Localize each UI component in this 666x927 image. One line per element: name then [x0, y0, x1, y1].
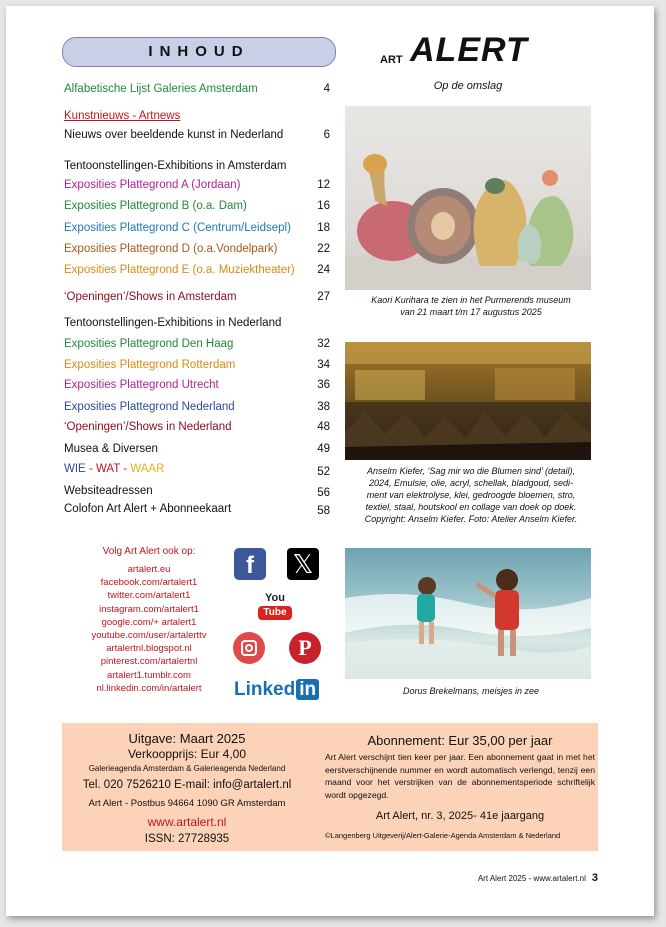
toc-page: 48: [317, 421, 330, 433]
verkoopprijs: Verkoopprijs: Eur 4,00: [127, 747, 247, 761]
toc-page: 22: [317, 243, 330, 255]
toc-page: 32: [317, 338, 330, 350]
toc-entry-rotterdam[interactable]: Exposities Plattegrond Rotterdam: [64, 359, 236, 371]
toc-page: 16: [317, 200, 330, 212]
colophon-box: [62, 723, 598, 851]
toc-entry-nieuws[interactable]: Nieuws over beeldende kunst in Nederland: [64, 129, 284, 141]
caption-line: ment van elektrolyse, klei, gedroogde bloemen, stro,: [366, 490, 576, 500]
toc-page: 58: [317, 505, 330, 517]
youtube-you: You: [265, 592, 285, 604]
caption-kiefer: [346, 465, 596, 525]
toc-page: 56: [317, 487, 330, 499]
linkedin-in: in: [296, 679, 319, 700]
toc-entry-plattegrond-d[interactable]: Exposities Plattegrond D (o.a.Vondelpark): [64, 243, 278, 255]
toc-entry-plattegrond-c[interactable]: Exposities Plattegrond C (Centrum/Leidsepl): [64, 222, 291, 234]
follow-link[interactable]: artalert1.tumblr.com: [107, 669, 191, 681]
toc-entry-colofon[interactable]: Colofon Art Alert + Abonneekaart: [64, 503, 232, 515]
caption-sculptures: [346, 294, 596, 318]
toc-page: 4: [323, 83, 330, 95]
toc-entry-wie-wat-waar[interactable]: [64, 462, 344, 477]
issue-number: Art Alert, nr. 3, 2025- 41e jaargang: [375, 810, 545, 822]
page-number: 3: [591, 872, 598, 884]
instagram-icon[interactable]: [233, 632, 265, 664]
cover-label: Op de omslag: [433, 80, 503, 92]
photo-kiefer-painting: [345, 342, 591, 460]
follow-link[interactable]: pinterest.com/artalertnl: [100, 656, 198, 668]
caption-line: van 21 maart t/m 17 augustus 2025: [400, 307, 542, 317]
follow-title: Volg Art Alert ook op:: [102, 546, 196, 557]
waar-label: WAAR: [130, 463, 165, 475]
follow-link[interactable]: artalertnl.blogspot.nl: [106, 643, 192, 655]
postal-address: Art Alert - Postbus 94664 1090 GR Amsterdam: [88, 798, 286, 809]
follow-link[interactable]: twitter.com/artalert1: [107, 590, 191, 602]
toc-entry-kunstnieuws[interactable]: Kunstnieuws - Artnews: [64, 110, 181, 122]
facebook-icon[interactable]: f: [234, 548, 266, 580]
follow-link[interactable]: artalert.eu: [127, 564, 171, 575]
abonnement-text: Art Alert verschijnt tien keer per jaar. Een abonnement gaat in met het eerstverschijnende nummer en wordt automatisch verlengd, tenzij een maand voor het verstrijken van de abonnementsperiode schriftelijk wordt opgezegd.: [325, 752, 595, 800]
follow-link[interactable]: youtube.com/user/artalerttv: [91, 630, 207, 642]
caption-line: 2024, Emulsie, olie, acryl, schellak, bladgoud, sedi-: [368, 478, 574, 488]
toc-section-nederland: Tentoonstellingen-Exhibitions in Nederland: [64, 317, 282, 329]
linkedin-icon[interactable]: [234, 678, 319, 702]
youtube-icon[interactable]: [258, 592, 292, 622]
toc-entry-utrecht[interactable]: Exposities Plattegrond Utrecht: [64, 379, 219, 391]
wie-label: WIE: [64, 463, 86, 475]
copyright: ©Langenberg Uitgeverij/Alert-Galerie-Agenda Amsterdam & Nederland: [325, 831, 561, 840]
caption-line: Anselm Kiefer, ‘Sag mir wo die Blumen sind’ (detail),: [366, 466, 576, 476]
cover-photo-sculptures: [345, 106, 591, 290]
toc-entry-nederland[interactable]: Exposities Plattegrond Nederland: [64, 401, 235, 413]
magazine-page: [6, 6, 654, 916]
contact-line: Tel. 020 7526210 E-mail: info@artalert.nl: [82, 779, 292, 791]
uitgave: Uitgave: Maart 2025: [128, 731, 246, 746]
issn: ISSN: 27728935: [144, 833, 230, 845]
agenda-label: Galerieagenda Amsterdam & Galerieagenda Nederland: [88, 764, 286, 773]
separator: -: [123, 463, 128, 475]
follow-link[interactable]: nl.linkedin.com/in/artalert: [96, 682, 202, 694]
toc-page: 49: [317, 443, 330, 455]
follow-link[interactable]: facebook.com/artalert1: [100, 577, 198, 589]
toc-entry-plattegrond-b[interactable]: Exposities Plattegrond B (o.a. Dam): [64, 200, 247, 212]
logo-alert: ALERT: [410, 31, 528, 69]
toc-entry-websiteadressen[interactable]: Websiteadressen: [64, 485, 153, 497]
toc-page: 34: [317, 359, 330, 371]
pinterest-icon[interactable]: P: [289, 632, 321, 664]
youtube-tube: Tube: [258, 606, 292, 620]
separator: -: [88, 463, 93, 475]
toc-entry-plattegrond-a[interactable]: Exposities Plattegrond A (Jordaan): [64, 179, 241, 191]
footer-site: Art Alert 2025 - www.artalert.nl: [477, 874, 586, 883]
toc-page: 6: [323, 129, 330, 141]
toc-page: 18: [317, 222, 330, 234]
linkedin-text: Linked: [234, 679, 296, 700]
toc-entry-openingen-amsterdam[interactable]: ‘Openingen’/Shows in Amsterdam: [64, 291, 237, 303]
logo-art: ART: [380, 54, 403, 66]
toc-entry-den-haag[interactable]: Exposities Plattegrond Den Haag: [64, 338, 234, 350]
toc-entry-galeries[interactable]: Alfabetische Lijst Galeries Amsterdam: [64, 83, 258, 95]
toc-entry-musea[interactable]: Musea & Diversen: [64, 443, 158, 455]
toc-section-amsterdam: Tentoonstellingen-Exhibitions in Amsterdam: [64, 160, 287, 172]
photo-girls-in-sea: [345, 548, 591, 679]
toc-title: INHOUD: [62, 37, 336, 67]
toc-page: 36: [317, 379, 330, 391]
x-icon[interactable]: 𝕏: [287, 548, 319, 580]
website-link[interactable]: www.artalert.nl: [147, 815, 227, 829]
caption-girls: Dorus Brekelmans, meisjes in zee: [402, 686, 540, 696]
page-footer: [478, 872, 598, 884]
abonnement-title: Abonnement: Eur 35,00 per jaar: [367, 733, 553, 748]
follow-link[interactable]: google.com/+ artalert1: [101, 616, 197, 628]
wat-label: WAT: [95, 463, 121, 475]
caption-line: Copyright: Anselm Kiefer. Foto: Atelier Anselm Kiefer.: [364, 514, 578, 524]
toc-page: 52: [317, 466, 330, 478]
toc-page: 24: [317, 264, 330, 276]
toc-page: 38: [317, 401, 330, 413]
toc-page: 12: [317, 179, 330, 191]
toc-entry-openingen-nederland[interactable]: ‘Openingen’/Shows in Nederland: [64, 421, 232, 433]
follow-link[interactable]: instagram.com/artalert1: [99, 603, 199, 615]
toc-entry-plattegrond-e[interactable]: Exposities Plattegrond E (o.a. Muziektheater): [64, 264, 295, 276]
caption-line: textiel, staal, houtskool en collage van doek op doek.: [365, 502, 577, 512]
follow-links: [64, 563, 234, 695]
caption-line: Kaori Kurihara te zien in het Purmerends museum: [371, 295, 571, 305]
toc-page: 27: [317, 291, 330, 303]
